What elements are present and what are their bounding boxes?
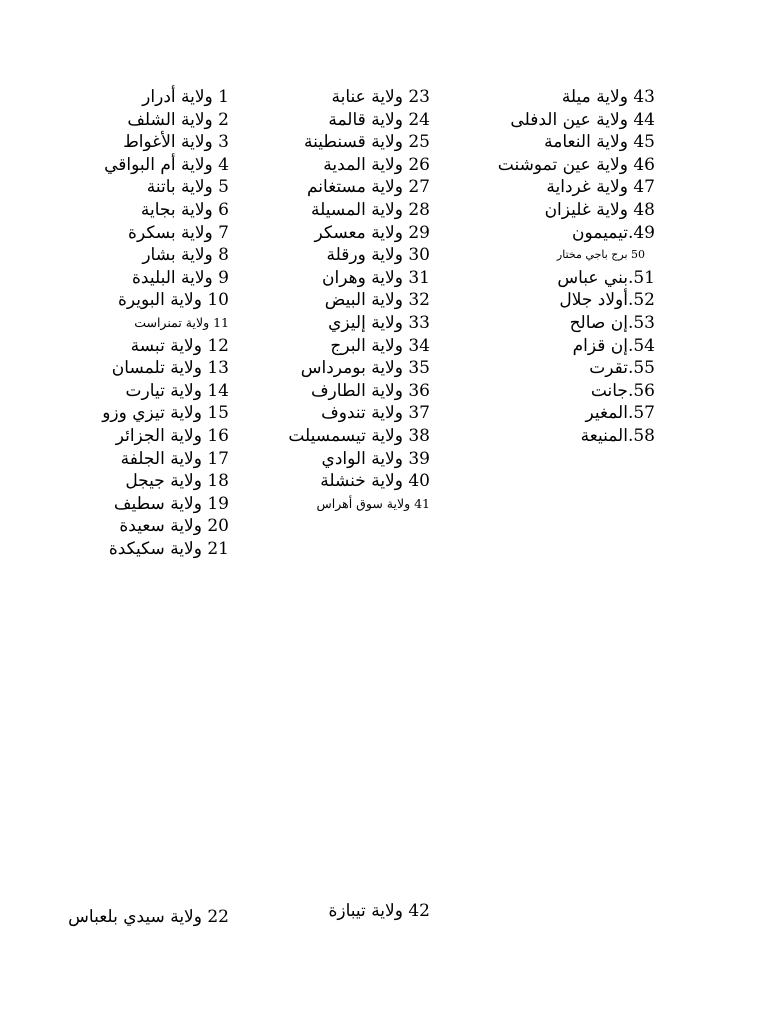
wilaya-list-column-1 <box>102 86 229 560</box>
list-item: 19 ولاية سطيف <box>113 493 229 514</box>
list-item: 11 ولاية تمنراست <box>134 314 229 330</box>
list-item: 52.أولاد جلال <box>559 290 655 311</box>
list-item: 21 ولاية سكيكدة <box>108 538 229 559</box>
list-item: 54.إن قزام <box>572 335 655 356</box>
list-item: 13 ولاية تلمسان <box>111 358 229 379</box>
list-item: 47 ولاية غرداية <box>546 177 655 198</box>
list-item: 6 ولاية بجاية <box>140 199 229 220</box>
list-item: 37 ولاية تندوف <box>321 403 430 424</box>
list-item: 39 ولاية الوادي <box>321 448 430 469</box>
list-item: 44 ولاية عين الدفلى <box>510 109 655 130</box>
list-item: 27 ولاية مستغانم <box>306 177 430 198</box>
list-item: 30 ولاية ورقلة <box>326 245 430 266</box>
list-item: 5 ولاية باتنة <box>146 177 229 198</box>
wilaya-list-column-2 <box>288 86 430 515</box>
list-item: 28 ولاية المسيلة <box>311 199 430 220</box>
list-item: 35 ولاية بومرداس <box>300 358 430 379</box>
list-item: 34 ولاية البرج <box>330 335 430 356</box>
footer-item-42: 42 ولاية تيبازة <box>328 901 430 921</box>
list-item: 46 ولاية عين تموشنت <box>497 154 655 175</box>
list-item: 24 ولاية قالمة <box>328 109 430 130</box>
list-item: 31 ولاية وهران <box>322 267 430 288</box>
list-item: 12 ولاية تبسة <box>130 335 229 356</box>
list-item: 29 ولاية معسكر <box>314 222 430 243</box>
list-item: 9 ولاية البليدة <box>131 267 229 288</box>
list-item: 43 ولاية ميلة <box>561 87 655 107</box>
list-item: 56.جانت <box>590 380 655 401</box>
list-item: 1 ولاية أدرار <box>142 87 229 107</box>
list-item: 18 ولاية جيجل <box>125 471 229 492</box>
list-item: 33 ولاية إليزي <box>328 312 430 333</box>
list-item: 57.المغير <box>585 403 655 424</box>
list-item: 38 ولاية تيسمسيلت <box>288 425 430 446</box>
list-item: 2 ولاية الشلف <box>127 109 229 130</box>
list-item: 55.تقرت <box>589 358 655 379</box>
list-item: 20 ولاية سعيدة <box>119 516 229 537</box>
list-item: 41 ولاية سوق أهراس <box>316 495 430 511</box>
list-item: 45 ولاية النعامة <box>544 132 655 153</box>
list-item: 16 ولاية الجزائر <box>115 425 229 446</box>
list-item: 7 ولاية بسكرة <box>128 222 229 243</box>
list-item: 51.بني عباس <box>557 267 655 288</box>
list-item: 40 ولاية خنشلة <box>320 471 430 492</box>
list-item: 10 ولاية البويرة <box>117 290 229 311</box>
list-item: 8 ولاية بشار <box>142 245 229 266</box>
footer-item-22: 22 ولاية سيدي بلعباس <box>68 907 229 927</box>
list-item: 53.إن صالح <box>569 312 655 333</box>
wilaya-list-column-3 <box>498 86 655 448</box>
list-item: 17 ولاية الجلفة <box>120 448 229 469</box>
list-item: 25 ولاية قسنطينة <box>304 132 430 153</box>
list-item: 32 ولاية البيض <box>324 290 430 311</box>
list-item: 4 ولاية أم البواقي <box>104 154 229 175</box>
list-item: 3 ولاية الأغواط <box>123 132 229 153</box>
list-item: 14 ولاية تيارت <box>125 380 229 401</box>
list-item: 26 ولاية المدية <box>323 154 430 175</box>
list-item: 15 ولاية تيزي وزو <box>102 403 229 424</box>
list-item: 49.تيميمون <box>572 222 655 243</box>
list-item: 36 ولاية الطارف <box>310 380 430 401</box>
list-item: 50 برج باجي مختار <box>556 248 645 262</box>
list-item: 58.المنيعة <box>580 425 655 446</box>
list-item: 48 ولاية غليزان <box>544 199 655 220</box>
list-item: 23 ولاية عنابة <box>331 87 430 107</box>
